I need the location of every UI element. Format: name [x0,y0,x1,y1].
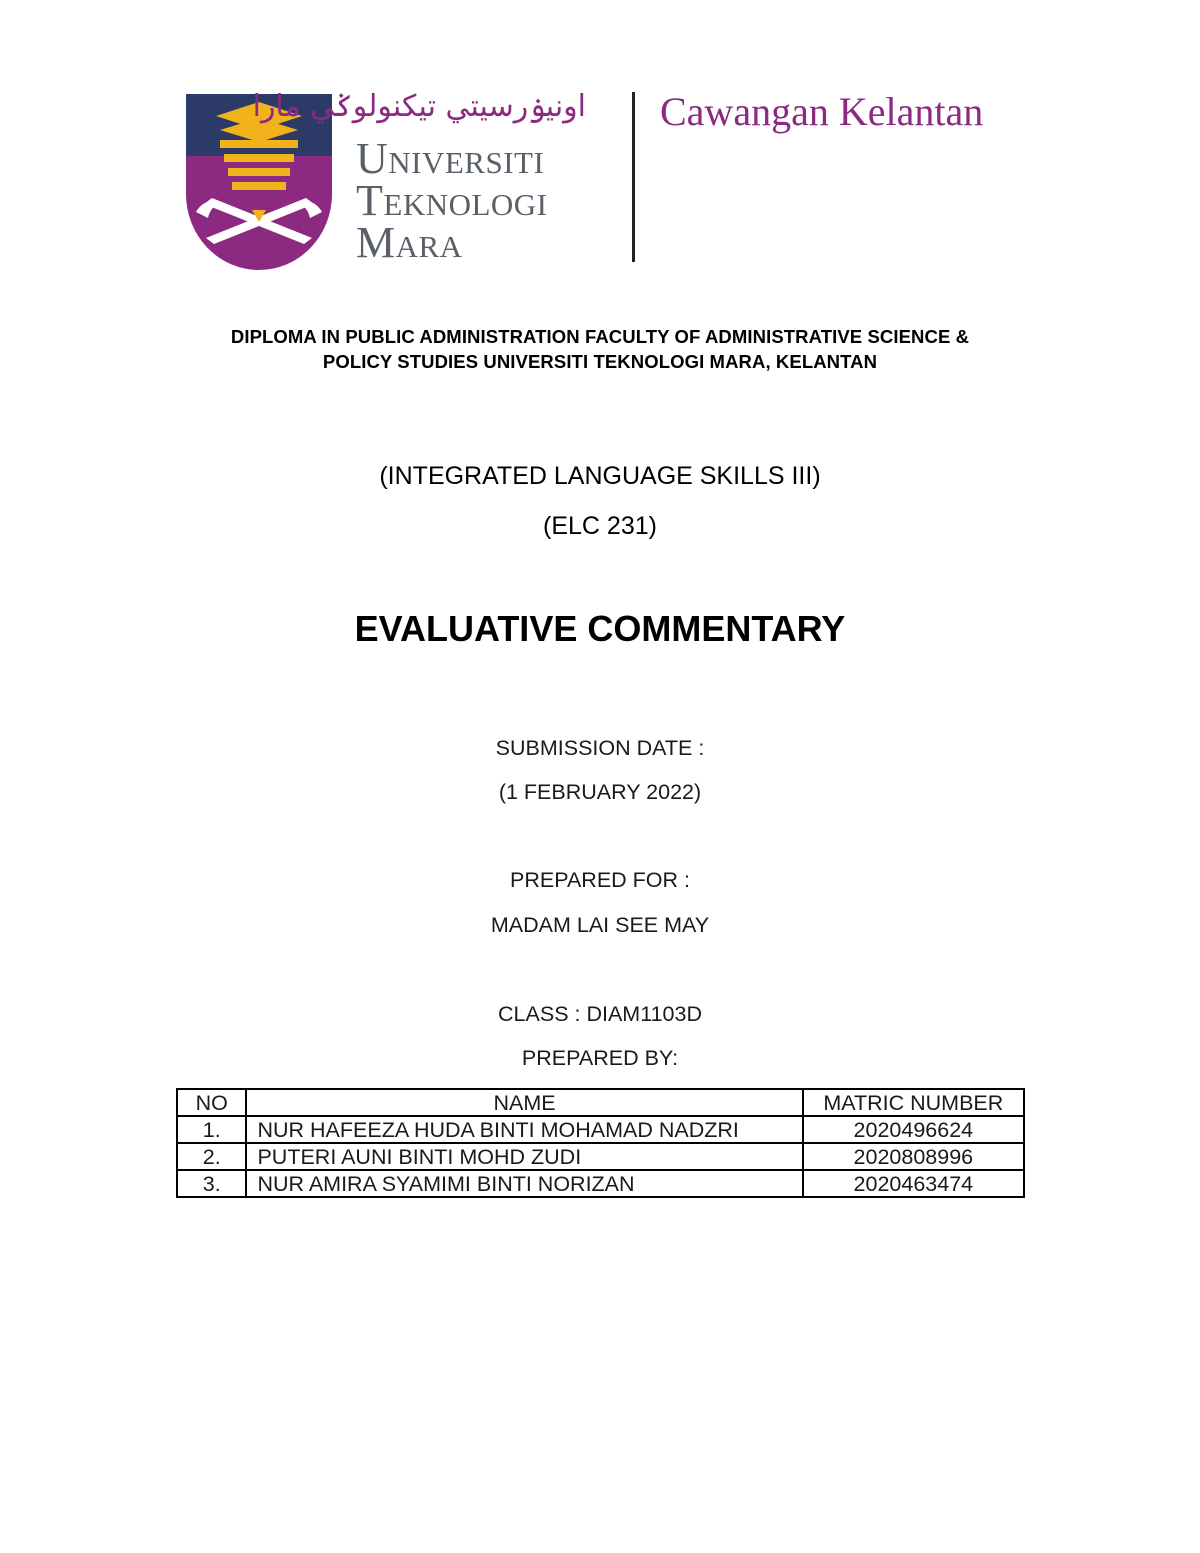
row-name: NUR AMIRA SYAMIMI BINTI NORIZAN [246,1170,802,1197]
row-matric: 2020808996 [803,1143,1024,1170]
table-row [177,1116,1024,1143]
table-row [177,1143,1024,1170]
faculty-heading [150,324,1050,374]
faculty-line-1: DIPLOMA IN PUBLIC ADMINISTRATION FACULTY OF ADMINISTRATIVE SCIENCE & [230,326,970,347]
wordmark-line-1: Universiti [356,134,545,183]
row-no: 2. [177,1143,246,1170]
row-name: PUTERI AUNI BINTI MOHD ZUDI [246,1143,802,1170]
document-title: EVALUATIVE COMMENTARY [354,608,846,649]
university-wordmark [356,134,548,267]
wordmark-line-3: Mara [356,218,463,267]
row-matric: 2020463474 [803,1170,1024,1197]
jawi-university-name: اونيۏرسيتي تيكنولوݢي مارا [252,89,586,124]
prepared-for-name: MADAM LAI SEE MAY [490,913,710,937]
submission-date-label: SUBMISSION DATE : [495,736,705,760]
row-no: 1. [177,1116,246,1143]
row-name: NUR HAFEEZA HUDA BINTI MOHAMAD NADZRI [246,1116,802,1143]
table-row [177,1170,1024,1197]
prepared-for-label: PREPARED FOR : [510,868,690,892]
branch-name: Cawangan Kelantan [660,89,984,134]
header-matric: MATRIC NUMBER [803,1089,1024,1116]
header-name: NAME [246,1089,802,1116]
class-info: CLASS : DIAM1103D [498,1002,702,1026]
course-code: (ELC 231) [543,512,657,540]
row-matric: 2020496624 [803,1116,1024,1143]
members-table [176,1088,1025,1198]
wordmark-line-2: Teknologi [356,176,548,225]
university-logo [186,88,1026,278]
faculty-line-2: POLICY STUDIES UNIVERSITI TEKNOLOGI MARA, KELANTAN [322,351,878,372]
prepared-by-label: PREPARED BY: [521,1046,679,1070]
header-no: NO [177,1089,246,1116]
course-name: (INTEGRATED LANGUAGE SKILLS III) [379,462,821,490]
logo-divider [632,92,635,262]
row-no: 3. [177,1170,246,1197]
table-header-row [177,1089,1024,1116]
submission-date: (1 FEBRUARY 2022) [498,780,702,804]
